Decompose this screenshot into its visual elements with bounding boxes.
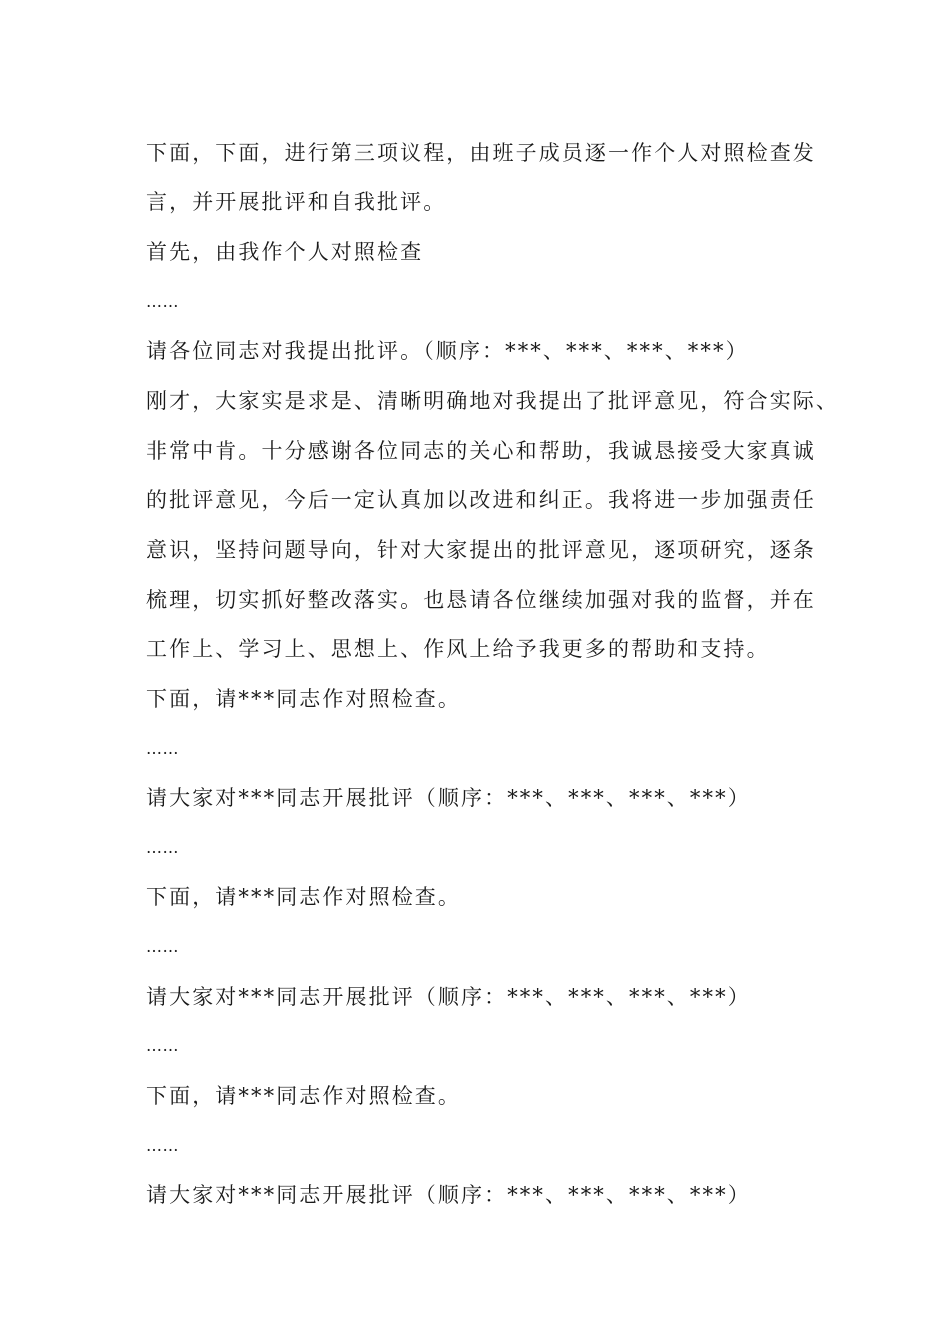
paragraph-line: 下面，请***同志作对照检查。 xyxy=(146,885,461,909)
ellipsis-line: …… xyxy=(146,292,179,311)
paragraph-line: 刚才，大家实是求是、清晰明确地对我提出了批评意见，符合实际、 xyxy=(146,389,839,413)
paragraph-line: 请大家对***同志开展批评（顺序：***、***、***、***） xyxy=(146,985,751,1009)
paragraph-line: 下面，请***同志作对照检查。 xyxy=(146,1084,461,1108)
paragraph-line: 下面，请***同志作对照检查。 xyxy=(146,687,461,711)
paragraph-line: 首先，由我作个人对照检查 xyxy=(146,240,424,264)
ellipsis-line: …… xyxy=(146,1036,179,1055)
ellipsis-line: …… xyxy=(146,838,179,857)
ellipsis-line: …… xyxy=(146,739,179,758)
paragraph-line: 工作上、学习上、思想上、作风上给予我更多的帮助和支持。 xyxy=(146,637,770,661)
paragraph-line: 请大家对***同志开展批评（顺序：***、***、***、***） xyxy=(146,1183,751,1207)
paragraph-line: 非常中肯。十分感谢各位同志的关心和帮助，我诚恳接受大家真诚 xyxy=(146,439,816,463)
paragraph-line: 请各位同志对我提出批评。（顺序：***、***、***、***） xyxy=(146,339,749,363)
paragraph-line: 意识，坚持问题导向，针对大家提出的批评意见，逐项研究，逐条 xyxy=(146,538,816,562)
paragraph-line: 下面，下面，进行第三项议程，由班子成员逐一作个人对照检查发 xyxy=(146,141,816,165)
ellipsis-line: …… xyxy=(146,937,179,956)
paragraph-line: 请大家对***同志开展批评（顺序：***、***、***、***） xyxy=(146,786,751,810)
paragraph-line: 梳理，切实抓好整改落实。也恳请各位继续加强对我的监督，并在 xyxy=(146,588,816,612)
ellipsis-line: …… xyxy=(146,1136,179,1155)
paragraph-line: 的批评意见，今后一定认真加以改进和纠正。我将进一步加强责任 xyxy=(146,488,816,512)
paragraph-line: 言，并开展批评和自我批评。 xyxy=(146,190,447,214)
